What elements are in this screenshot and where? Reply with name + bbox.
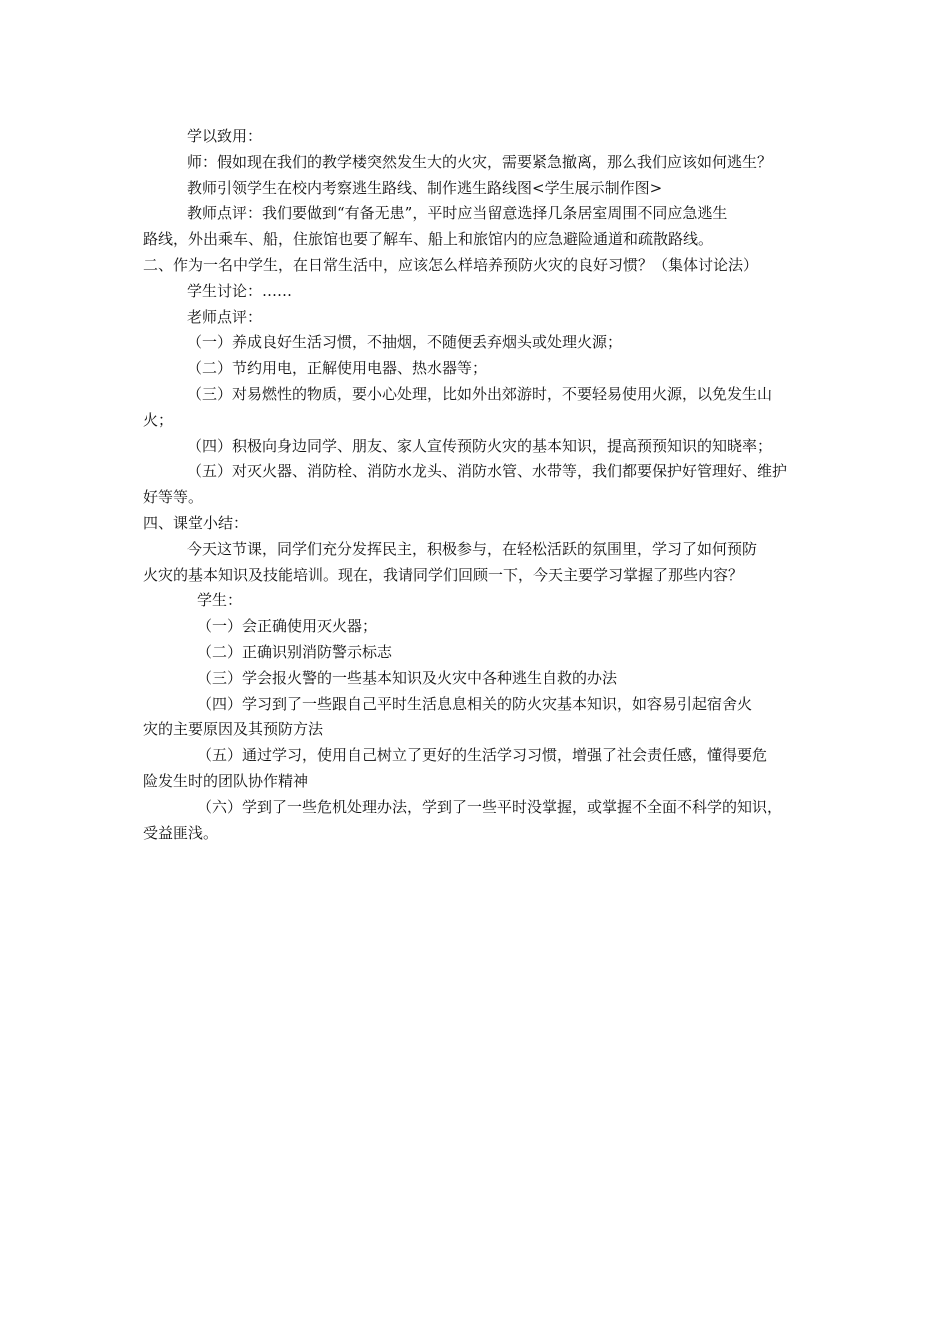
paragraph: 教师点评：我们要做到“有备无患”，平时应当留意选择几条居室周围不同应急逃生 [187, 204, 728, 223]
list-item: （六）学到了一些危机处理办法，学到了一些平时没掌握，或掌握不全面不科学的知识， [197, 797, 783, 816]
list-item: （二）节约用电，正解使用电器、热水器等； [187, 359, 488, 378]
paragraph: 学生讨论：…… [187, 281, 293, 300]
list-item-continuation: 险发生时的团队协作精神 [143, 771, 309, 790]
list-item: （一）养成良好生活习惯，不抽烟，不随便丢弃烟头或处理火源； [187, 333, 623, 352]
list-item: （三）对易燃性的物质，要小心处理，比如外出郊游时，不要轻易使用火源，以免发生山 [187, 384, 773, 403]
paragraph: 师：假如现在我们的教学楼突然发生大的火灾，需要紧急撤离，那么我们应该如何逃生？ [187, 152, 773, 171]
list-item: （三）学会报火警的一些基本知识及火灾中各种逃生自救的办法 [197, 668, 618, 687]
paragraph: 老师点评： [187, 307, 263, 326]
paragraph: 今天这节课，同学们充分发挥民主，积极参与，在轻松活跃的氛围里，学习了如何预防 [187, 539, 758, 558]
section-heading-apply: 学以致用： [187, 127, 263, 145]
list-item: （五）对灭火器、消防栓、消防水龙头、消防水管、水带等，我们都要保护好管理好、维护 [187, 462, 788, 481]
list-item: （四）积极向身边同学、朋友、家人宣传预防火灾的基本知识，提高预预知识的知晓率； [187, 436, 773, 455]
section-heading-two: 二、作为一名中学生，在日常生活中，应该怎么样培养预防火灾的良好习惯？（集体讨论法） [143, 255, 759, 274]
list-item-continuation: 火； [143, 410, 174, 429]
document-body [143, 124, 815, 846]
list-item: （一）会正确使用灭火器； [197, 617, 378, 636]
list-item-continuation: 好等等。 [143, 488, 204, 507]
list-item-continuation: 灾的主要原因及其预防方法 [143, 720, 324, 739]
section-heading-four: 四、课堂小结： [143, 513, 249, 532]
paragraph: 教师引领学生在校内考察逃生路线、制作逃生路线图<学生展示制作图> [187, 178, 663, 197]
list-item: （二）正确识别消防警示标志 [197, 642, 393, 661]
paragraph: 学生： [197, 591, 243, 610]
paragraph-continuation: 火灾的基本知识及技能培训。现在，我请同学们回顾一下，今天主要学习掌握了那些内容？ [143, 565, 744, 584]
list-item: （四）学习到了一些跟自己平时生活息息相关的防火灾基本知识，如容易引起宿舍火 [197, 694, 753, 713]
list-item-continuation: 受益匪浅。 [143, 823, 219, 842]
paragraph-continuation: 路线，外出乘车、船，住旅馆也要了解车、船上和旅馆内的应急避险通道和疏散路线。 [143, 230, 714, 249]
list-item: （五）通过学习，使用自己树立了更好的生活学习习惯，增强了社会责任感，懂得要危 [197, 746, 768, 765]
